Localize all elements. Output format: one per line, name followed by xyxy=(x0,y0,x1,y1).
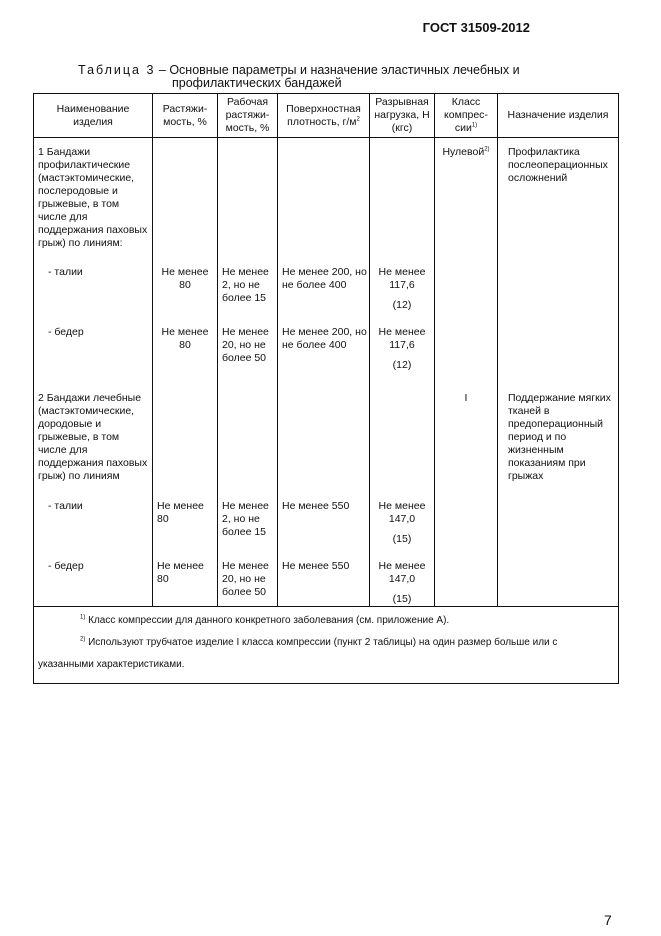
caption-line1: – Основные параметры и назначение эластичных лечебных и xyxy=(155,63,520,77)
load-value: Не менее 147,0 (15) xyxy=(370,546,435,607)
col-stretch-header: Растяжи-мость, % xyxy=(153,94,218,138)
col-purpose-header: Назначение изделия xyxy=(498,94,619,138)
stretch-value: Не менее 80 xyxy=(153,250,218,312)
page-number: 7 xyxy=(604,912,612,928)
document-id: ГОСТ 31509-2012 xyxy=(422,20,530,35)
compression-class: I xyxy=(435,372,498,483)
row-name: - талии xyxy=(34,483,153,546)
group-row xyxy=(34,138,619,251)
load-value: Не менее 117,6 (12) xyxy=(370,250,435,312)
col-class-header: Класс компрес-сии$^{1)}$ xyxy=(435,94,498,138)
compression-class: Нулевой$^{2)}$ xyxy=(435,138,498,251)
row-name: - бедер xyxy=(34,546,153,607)
table-row xyxy=(34,546,619,607)
load-value: Не менее 147,0 (15) xyxy=(370,483,435,546)
table-row xyxy=(34,483,619,546)
table-row xyxy=(34,250,619,312)
footnotes xyxy=(34,607,619,684)
caption-line2: профилактических бандажей xyxy=(172,76,342,90)
stretch-value: Не менее 80 xyxy=(153,546,218,607)
load-value: Не менее 117,6 (12) xyxy=(370,312,435,372)
density-value: Не менее 200, но не более 400 xyxy=(278,312,370,372)
purpose: Поддержание мягких тканей в предоперационный период и по жизненным показаниям при грыжах xyxy=(498,372,619,483)
stretch-value: Не менее 80 xyxy=(153,312,218,372)
col-load-header: Разрывная нагрузка, Н (кгс) xyxy=(370,94,435,138)
group-row xyxy=(34,372,619,483)
row-name: - талии xyxy=(34,250,153,312)
working-stretch-value: Не менее 20, но не более 50 xyxy=(218,546,278,607)
density-value: Не менее 200, но не более 400 xyxy=(278,250,370,312)
footnote: $^{2)}$ Используют трубчатое изделие I класса компрессии (пункт 2 таблицы) на один размер больше или с указанными характеристиками. xyxy=(38,636,558,670)
table-row xyxy=(34,312,619,372)
col-working-stretch-header: Рабочая растяжи-мость, % xyxy=(218,94,278,138)
stretch-value: Не менее 80 xyxy=(153,483,218,546)
table-header-row xyxy=(34,94,619,138)
table-caption xyxy=(78,64,598,90)
col-density-header: Поверхностная плотность, $г/м^2$ xyxy=(278,94,370,138)
footnote: $^{1)}$ Класс компрессии для данного конкретного заболевания (см. приложение А). xyxy=(80,614,450,626)
group-title: 2 Бандажи лечебные (мастэктомические, дородовые и грыжевые, в том числе для поддержания паховых грыж) по линиям xyxy=(34,372,153,483)
density-value: Не менее 550 xyxy=(278,546,370,607)
group-title: 1 Бандажи профилактические (мастэктомические, послеродовые и грыжевые, в том числе для поддержания паховых грыж) по линиям: xyxy=(34,138,153,251)
density-value: Не менее 550 xyxy=(278,483,370,546)
col-name-header: Наименование изделия xyxy=(34,94,153,138)
footnotes-row xyxy=(34,607,619,684)
working-stretch-value: Не менее 20, но не более 50 xyxy=(218,312,278,372)
caption-prefix: Таблица 3 xyxy=(78,63,156,77)
working-stretch-value: Не менее 2, но не более 15 xyxy=(218,483,278,546)
purpose: Профилактика послеоперационных осложнений xyxy=(498,138,619,251)
row-name: - бедер xyxy=(34,312,153,372)
parameters-table xyxy=(33,93,619,684)
working-stretch-value: Не менее 2, но не более 15 xyxy=(218,250,278,312)
